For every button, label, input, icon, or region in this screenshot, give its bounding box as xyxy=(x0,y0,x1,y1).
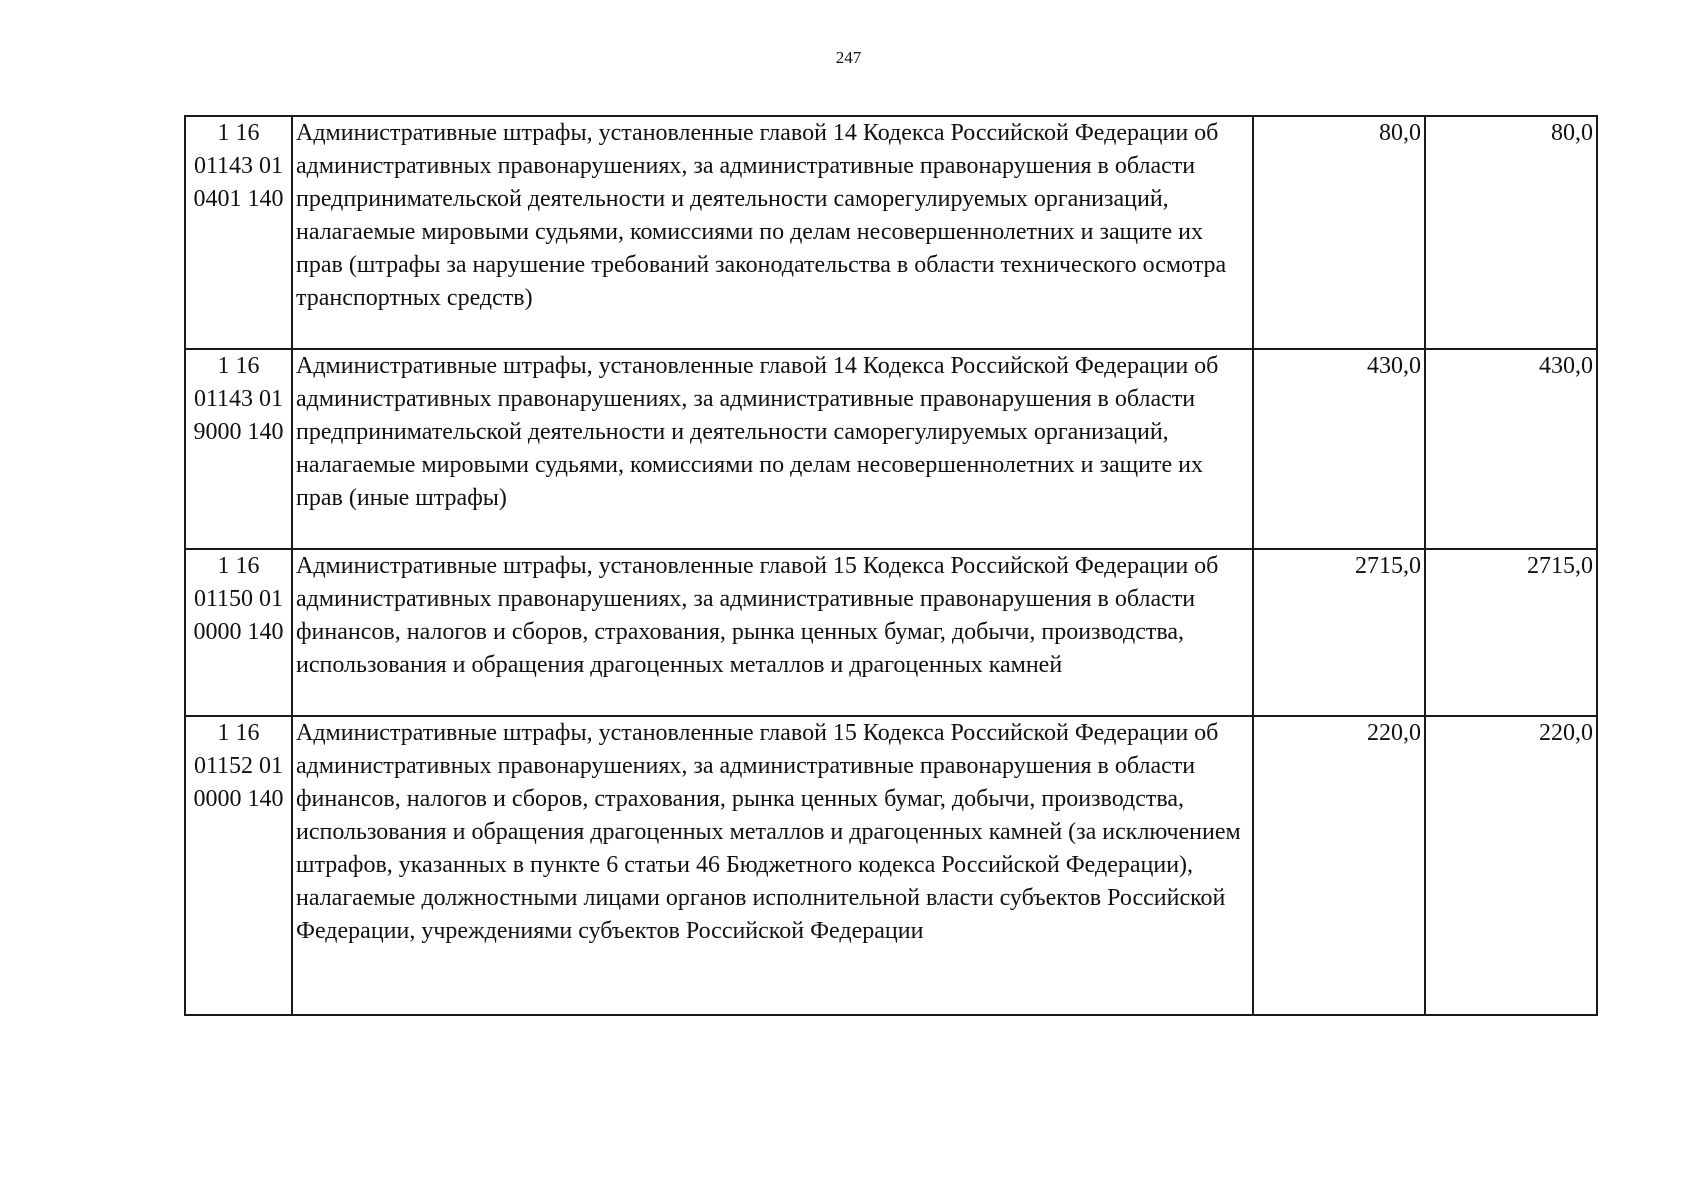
budget-table xyxy=(184,115,1598,1016)
amount-cell-2: 80,0 xyxy=(1425,116,1597,349)
table-row xyxy=(185,116,1597,349)
amount-cell-1: 430,0 xyxy=(1253,349,1425,549)
amount-cell-2: 2715,0 xyxy=(1425,549,1597,716)
description-cell: Административные штрафы, установленные главой 14 Кодекса Российской Федерации об административных правонарушениях, за административные правонарушения в области предпринимательской деятельности и деятельности саморегулируемых организаций, налагаемые мировыми судьями, комиссиями по делам несовершеннолетних и защите их прав (штрафы за нарушение требований законодательства в области технического осмотра транспортных средств) xyxy=(292,116,1253,349)
table-row xyxy=(185,716,1597,1015)
table-row xyxy=(185,349,1597,549)
table-row xyxy=(185,549,1597,716)
amount-cell-1: 220,0 xyxy=(1253,716,1425,1015)
amount-cell-2: 220,0 xyxy=(1425,716,1597,1015)
amount-cell-1: 2715,0 xyxy=(1253,549,1425,716)
page-number: 247 xyxy=(835,48,862,67)
amount-cell-1: 80,0 xyxy=(1253,116,1425,349)
budget-code-cell: 1 16 01143 01 9000 140 xyxy=(185,349,292,549)
amount-cell-2: 430,0 xyxy=(1425,349,1597,549)
description-cell: Административные штрафы, установленные главой 15 Кодекса Российской Федерации об административных правонарушениях, за административные правонарушения в области финансов, налогов и сборов, страхования, рынка ценных бумаг, добычи, производства, использования и обращения драгоценных металлов и драгоценных камней (за исключением штрафов, указанных в пункте 6 статьи 46 Бюджетного кодекса Российской Федерации), налагаемые должностными лицами органов исполнительной власти субъектов Российской Федерации, учреждениями субъектов Российской Федерации xyxy=(292,716,1253,1015)
budget-code-cell: 1 16 01150 01 0000 140 xyxy=(185,549,292,716)
description-cell: Административные штрафы, установленные главой 14 Кодекса Российской Федерации об административных правонарушениях, за административные правонарушения в области предпринимательской деятельности и деятельности саморегулируемых организаций, налагаемые мировыми судьями, комиссиями по делам несовершеннолетних и защите их прав (иные штрафы) xyxy=(292,349,1253,549)
budget-code-cell: 1 16 01152 01 0000 140 xyxy=(185,716,292,1015)
budget-code-cell: 1 16 01143 01 0401 140 xyxy=(185,116,292,349)
description-cell: Административные штрафы, установленные главой 15 Кодекса Российской Федерации об административных правонарушениях, за административные правонарушения в области финансов, налогов и сборов, страхования, рынка ценных бумаг, добычи, производства, использования и обращения драгоценных металлов и драгоценных камней xyxy=(292,549,1253,716)
